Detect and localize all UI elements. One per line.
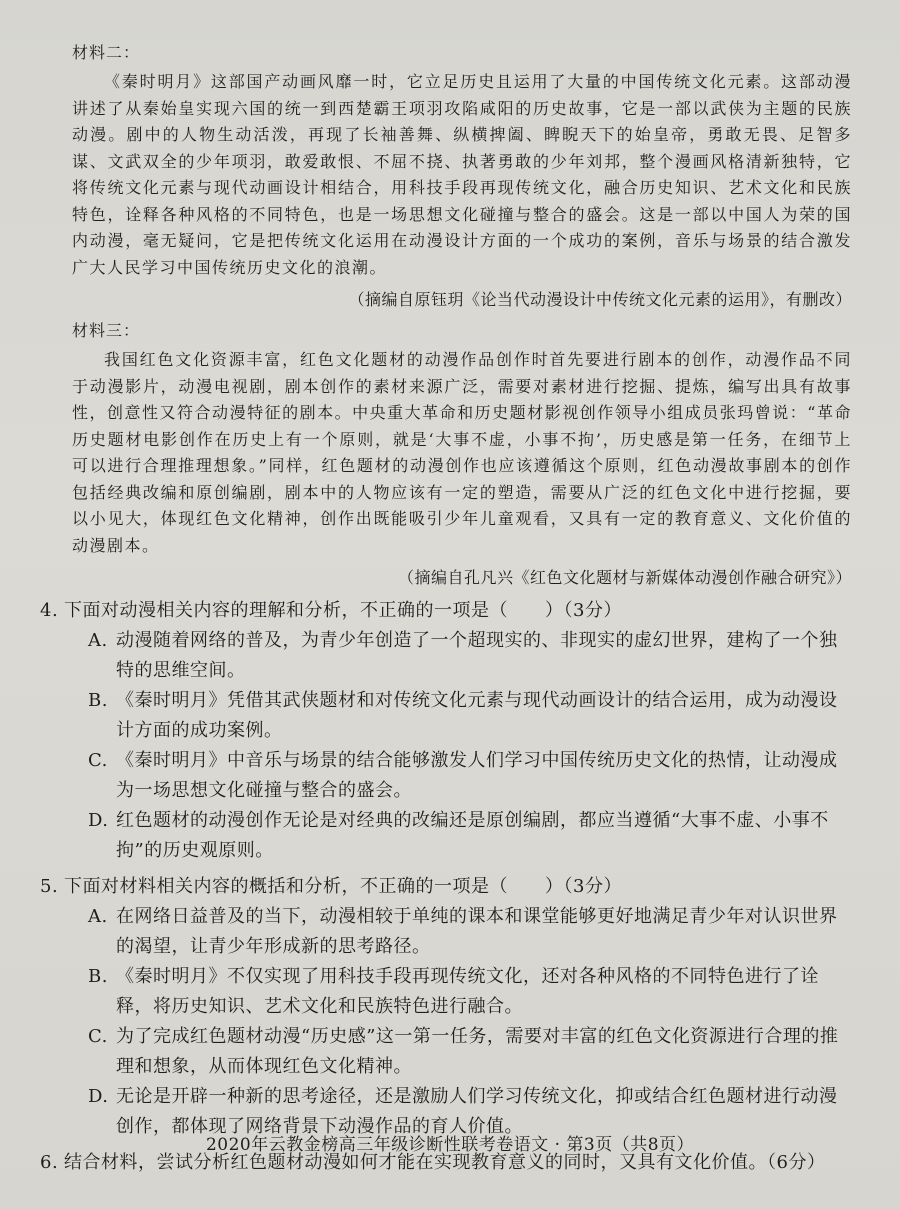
option-d: D. 无论是开辟一种新的思考途径，还是激励人们学习传统文化，抑或结合红色题材进行动漫创作，都体现了网络背景下动漫作品的育人价值。 xyxy=(88,1086,838,1137)
option-c: C. 《秦时明月》中音乐与场景的结合能够激发人们学习中国传统历史文化的热情，让动漫成为一场思想文化碰撞与整合的盛会。 xyxy=(88,750,838,801)
option-d: D. 红色题材的动漫创作无论是对经典的改编还是原创编剧，都应当遵循“大事不虚、小事不拘”的历史观原则。 xyxy=(88,810,829,861)
material-3 xyxy=(72,318,852,588)
page-footer: 2020年云教金榜高三年级诊断性联考卷语文 · 第3页（共8页） xyxy=(205,1135,695,1155)
material-2 xyxy=(72,40,852,310)
question-number: 6. xyxy=(40,1152,59,1173)
question-4 xyxy=(40,596,852,866)
option-b: B. 《秦时明月》不仅实现了用科技手段再现传统文化，还对各种风格的不同特色进行了诠释，将历史知识、艺术文化和民族特色进行融合。 xyxy=(88,966,819,1017)
option-c: C. 为了完成红色题材动漫“历史感”这一第一任务，需要对丰富的红色文化资源进行合理的推理和想象，从而体现红色文化精神。 xyxy=(88,1026,839,1077)
option-b: B. 《秦时明月》凭借其武侠题材和对传统文化元素与现代动画设计的结合运用，成为动漫设计方面的成功案例。 xyxy=(88,690,838,741)
option-a: A. 在网络日益普及的当下，动漫相较于单纯的课本和课堂能够更好地满足青少年对认识世界的渴望，让青少年形成新的思考路径。 xyxy=(88,906,838,957)
material-2-title: 材料二： xyxy=(72,43,141,62)
question-stem: 4. 下面对动漫相关内容的理解和分析，不正确的一项是（ ）（3分） xyxy=(72,596,852,626)
question-stem: 6. 结合材料，尝试分析红色题材动漫如何才能在实现教育意义的同时，又具有文化价值。（6分） xyxy=(72,1148,852,1178)
material-2-source: （摘编自原钰玥《论当代动漫设计中传统文化元素的运用》，有删改） xyxy=(348,290,852,309)
option-a: A. 动漫随着网络的普及，为青少年创造了一个超现实的、非现实的虚幻世界，建构了一个独特的思维空间。 xyxy=(88,630,838,681)
material-2-body: 《秦时明月》这部国产动画风靡一时，它立足历史且运用了大量的中国传统文化元素。这部动漫讲述了从秦始皇实现六国的统一到西楚霸王项羽攻陷咸阳的历史故事，它是一部以武侠为主题的民族动漫。剧中的人物生动活泼，再现了长袖善舞、纵横捭阖、睥睨天下的始皇帝，勇敢无畏、足智多谋、文武双全的少年项羽，敢爱敢恨、不屈不挠、执著勇敢的少年刘邦，整个漫画风格清新独特，它将传统文化元素与现代动画设计相结合，用科技手段再现传统文化，融合历史知识、艺术文化和民族特色，诠释各种风格的不同特色，也是一场思想文化碰撞与整合的盛会。这是一部以中国人为荣的国内动漫，毫无疑问，它是把传统文化运用在动漫设计方面的一个成功的案例，音乐与场景的结合激发广大人民学习中国传统历史文化的浪潮。 xyxy=(72,72,852,277)
material-3-title: 材料三： xyxy=(72,321,141,340)
question-stem: 5. 下面对材料相关内容的概括和分析，不正确的一项是（ ）（3分） xyxy=(72,872,852,902)
question-number: 4. xyxy=(40,600,59,621)
material-3-body: 我国红色文化资源丰富，红色文化题材的动漫作品创作时首先要进行剧本的创作，动漫作品不同于动漫影片，动漫电视剧，剧本创作的素材来源广泛，需要对素材进行挖掘、提炼，编写出具有故事性，创意性又符合动漫特征的剧本。中央重大革命和历史题材影视创作领导小组成员张玛曾说：“革命历史题材电影创作在历史上有一个原则，就是‘大事不虚，小事不拘’，历史感是第一任务，在细节上可以进行合理推理想象。”同样，红色题材的动漫创作也应该遵循这个原则，红色动漫故事剧本的创作包括经典改编和原创编剧，剧本中的人物应该有一定的塑造，需要从广泛的红色文化中进行挖掘，要以小见大，体现红色文化精神，创作出既能吸引少年儿童观看，又具有一定的教育意义、文化价值的动漫剧本。 xyxy=(72,350,852,555)
material-3-source: （摘编自孔凡兴《红色文化题材与新媒体动漫创作融合研究》） xyxy=(397,568,852,587)
question-5 xyxy=(40,872,852,1142)
question-number: 5. xyxy=(40,876,59,897)
